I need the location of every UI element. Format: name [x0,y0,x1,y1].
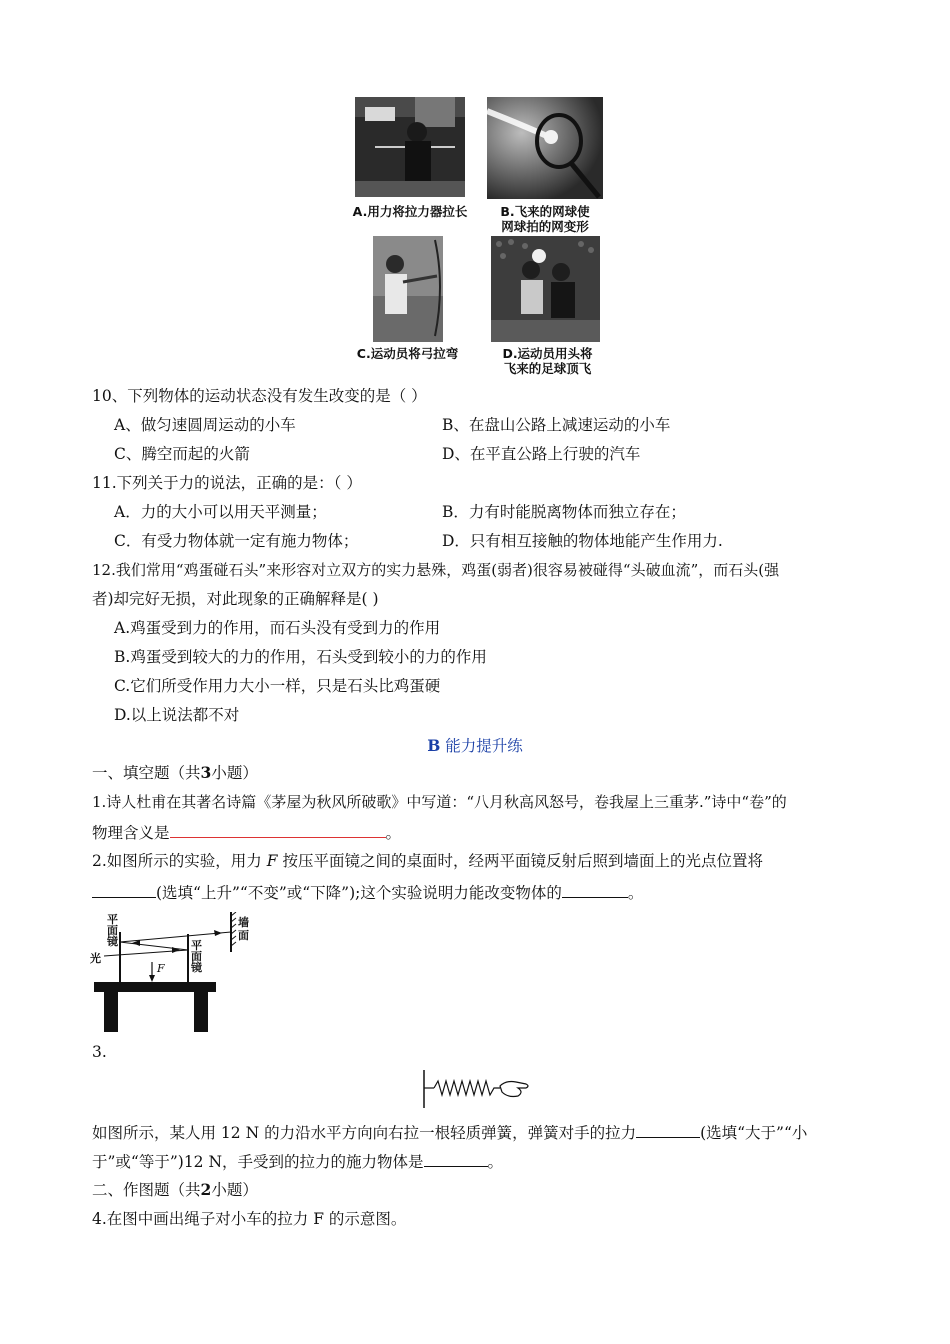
mirror-left-label [107,914,118,947]
light-label: 光 [90,952,101,965]
mirror-right-char-3: 镜 [191,961,202,974]
fq3-line2-post: 。 [487,1153,504,1171]
q12-option-c: C.它们所受作用力大小一样，只是石头比鸡蛋硬 [114,677,441,695]
mirror-right-char-1: 平 [191,939,202,952]
mirror-left-char-1: 平 [107,913,118,926]
force-label: F [157,962,165,975]
wall-char-1: 墙 [238,916,249,929]
section-b-prefix: B [427,736,441,755]
q12-option-b: B.鸡蛋受到较大的力的作用，石头受到较小的力的作用 [114,648,487,666]
photo-c-archer [373,236,443,342]
force-arrowhead [149,975,155,982]
fq3-line1-post: (选填“大于”“小 [700,1124,808,1142]
fq2-line1-post: 按压平面镜之间的桌面时，经两平面镜反射后照到墙面上的光点位置将 [282,852,763,870]
wall-char-2: 面 [238,929,249,942]
arrow-3 [214,930,222,936]
fq3-line2 [92,1150,503,1172]
part2-heading-post: 小题） [211,1181,258,1199]
caption-d-line2: 飞来的足球顶飞 [503,361,592,376]
photo-a-stretcher [355,97,465,197]
wall-label [238,916,249,942]
fq1-answer-blank[interactable] [170,821,386,838]
fq3-blank-1[interactable] [636,1121,700,1138]
fq1-line2-pre: 物理含义是 [92,824,170,842]
q10-option-d: D、在平直公路上行驶的汽车 [442,445,641,463]
part1-count: 3 [200,763,212,782]
table-leg-left [104,992,118,1032]
q10-stem: 10、下列物体的运动状态没有发生改变的是（ ） [92,387,427,405]
q11-option-c: C．有受力物体就一定有施力物体； [114,532,359,550]
q10-option-a: A、做匀速圆周运动的小车 [114,416,296,434]
photo-d-header [491,236,600,342]
fq1-line1: 1.诗人杜甫在其著名诗篇《茅屋为秋风所破歌》中写道：“八月秋高风怒号，卷我屋上三重茅.”诗中“卷”的 [92,793,787,811]
q12-option-d: D.以上说法都不对 [114,706,240,724]
caption-b-line1: B.飞来的网球使 [500,204,590,219]
fq3-line1 [92,1121,807,1143]
fq2-line1-pre: 2.如图所示的实验，用力 [92,852,262,870]
arrow-1 [172,947,180,953]
mirror-left-char-2: 面 [107,924,118,937]
section-b-text: 能力提升练 [445,737,523,755]
mirror-right-char-2: 面 [191,950,202,963]
caption-c: C.运动员将弓拉弯 [356,346,459,361]
q12-option-a: A.鸡蛋受到力的作用，而石头没有受到力的作用 [114,619,441,637]
light-ray-2 [120,942,188,950]
q10-option-b: B、在盘山公路上减速运动的小车 [442,416,671,434]
table-top [94,982,216,992]
fq1-line2-post: 。 [385,824,402,842]
q11-option-b: B．力有时能脱离物体而独立存在； [442,503,686,521]
fq3-line2-pre: 于”或“等于”)12 N，手受到的拉力的施力物体是 [92,1153,424,1171]
fq2-line2-end: 。 [627,884,644,902]
part2-heading-pre: 二、作图题（共 [92,1181,201,1199]
fq2-blank-2[interactable] [562,881,628,898]
fq2-force-var: F [266,852,278,870]
q11-stem: 11.下列关于力的说法，正确的是：（ ） [92,474,362,492]
spring-hand-figure [420,1068,532,1110]
mirror-left-char-3: 镜 [107,935,118,948]
fq3-line1-pre: 如图所示，某人用 12 N 的力沿水平方向向右拉一根轻质弹簧，弹簧对手的拉力 [92,1124,637,1142]
caption-d-line1: D.运动员用头将 [502,346,593,361]
caption-a: A.用力将拉力器拉长 [352,204,468,219]
fq3-number: 3. [92,1043,107,1061]
section-b-title [0,734,950,756]
fq3-blank-2[interactable] [424,1150,488,1167]
part1-heading-pre: 一、填空题（共 [92,764,201,782]
q12-stem-line1: 12.我们常用“鸡蛋碰石头”来形容对立双方的实力悬殊，鸡蛋(弱者)很容易被碰得“头破血流”，而石头(强 [92,561,780,579]
fq2-line1 [92,851,763,871]
part1-heading-post: 小题） [211,764,258,782]
q10-option-c: C、腾空而起的火箭 [114,445,250,463]
fq1-line2 [92,821,401,843]
q11-option-a: A．力的大小可以用天平测量； [114,503,327,521]
fq2-line2-mid: (选填“上升”“不变”或“下降”);这个实验说明力能改变物体的 [156,884,562,902]
part1-heading [92,763,258,783]
caption-b-line2: 网球拍的网变形 [501,219,589,234]
part2-heading [92,1180,258,1200]
fq2-line2 [92,881,643,903]
table-leg-right [194,992,208,1032]
mirror-right-label [191,940,202,973]
fq2-blank-1[interactable] [92,881,156,898]
q11-option-d: D．只有相互接触的物体地能产生作用力. [442,532,723,550]
mirror-table-figure [88,912,258,1034]
q12-stem-line2: 者)却完好无损，对此现象的正确解释是( ) [92,590,379,608]
photo-b-racket [487,97,603,199]
light-ray-3 [120,932,231,942]
part2-count: 2 [200,1180,212,1199]
dq4-stem: 4.在图中画出绳子对小车的拉力 F 的示意图。 [92,1210,407,1228]
